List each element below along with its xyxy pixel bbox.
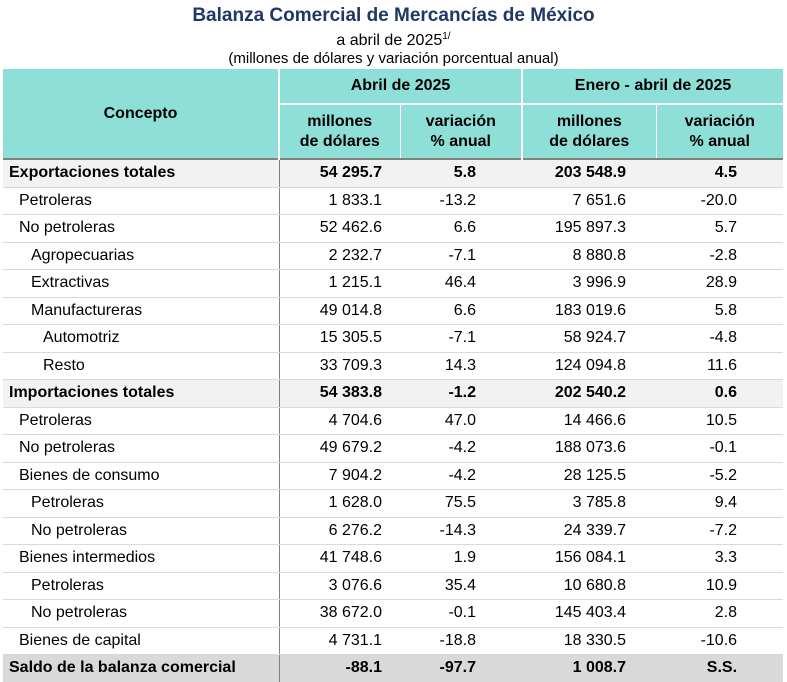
subheader-millones-l1: millones [556, 112, 622, 130]
row-millones-jan-apr: 188 073.6 [522, 435, 656, 463]
row-variacion-jan-apr: 10.5 [656, 407, 783, 435]
table-body [3, 159, 783, 682]
row-variacion-april: -14.3 [400, 517, 522, 545]
row-concept: Resto [3, 352, 279, 380]
subheader-variacion-l2: % anual [430, 132, 491, 150]
row-millones-april: 49 679.2 [279, 435, 400, 463]
row-millones-jan-apr: 58 924.7 [522, 325, 656, 353]
row-concept: Manufactureras [3, 297, 279, 325]
subheader-millones [522, 104, 656, 159]
table-row [3, 187, 783, 215]
row-variacion-april: -4.2 [400, 435, 522, 463]
row-variacion-jan-apr: -20.0 [656, 187, 783, 215]
row-variacion-jan-apr: 2.8 [656, 600, 783, 628]
row-millones-april: 54 295.7 [279, 159, 400, 187]
row-variacion-jan-apr: 10.9 [656, 572, 783, 600]
row-millones-jan-apr: 3 785.8 [522, 490, 656, 518]
row-millones-april: 1 215.1 [279, 270, 400, 298]
table-row [3, 490, 783, 518]
row-variacion-jan-apr: 0.6 [656, 380, 783, 408]
row-concept: Petroleras [3, 490, 279, 518]
subheader-variacion-l2: % anual [689, 132, 750, 150]
row-millones-april: 52 462.6 [279, 215, 400, 243]
table-row [3, 572, 783, 600]
row-millones-jan-apr: 10 680.8 [522, 572, 656, 600]
row-variacion-april: 6.6 [400, 215, 522, 243]
row-variacion-jan-apr: 5.8 [656, 297, 783, 325]
row-millones-april: 1 833.1 [279, 187, 400, 215]
row-millones-jan-apr: 183 019.6 [522, 297, 656, 325]
row-variacion-april: 46.4 [400, 270, 522, 298]
row-concept: Petroleras [3, 407, 279, 435]
table-row-total [3, 655, 783, 682]
row-millones-jan-apr: 28 125.5 [522, 462, 656, 490]
row-concept: No petroleras [3, 600, 279, 628]
table-row [3, 517, 783, 545]
row-millones-april: 33 709.3 [279, 352, 400, 380]
row-variacion-april: -1.2 [400, 380, 522, 408]
trade-balance-table [3, 69, 783, 682]
row-millones-jan-apr: 18 330.5 [522, 627, 656, 655]
row-millones-april: 15 305.5 [279, 325, 400, 353]
row-concept: Bienes intermedios [3, 545, 279, 573]
row-concept: No petroleras [3, 435, 279, 463]
row-variacion-jan-apr: S.S. [656, 655, 783, 682]
row-concept: No petroleras [3, 215, 279, 243]
subheader-variacion-l1: variación [425, 112, 496, 130]
row-variacion-jan-apr: -2.8 [656, 242, 783, 270]
row-millones-april: 6 276.2 [279, 517, 400, 545]
units-note: (millones de dólares y variación porcentual anual) [228, 50, 559, 67]
row-concept: Bienes de consumo [3, 462, 279, 490]
table-row [3, 435, 783, 463]
row-millones-april: 7 904.2 [279, 462, 400, 490]
subheader-variacion-l1: variación [684, 112, 755, 130]
row-millones-jan-apr: 7 651.6 [522, 187, 656, 215]
row-millones-april: 1 628.0 [279, 490, 400, 518]
concept-header: Concepto [3, 69, 279, 159]
row-variacion-jan-apr: -5.2 [656, 462, 783, 490]
row-variacion-april: 14.3 [400, 352, 522, 380]
table-row [3, 159, 783, 187]
report-title: Balanza Comercial de Mercancías de México [192, 5, 595, 26]
row-millones-jan-apr: 24 339.7 [522, 517, 656, 545]
row-variacion-jan-apr: 9.4 [656, 490, 783, 518]
table-row [3, 242, 783, 270]
table-row [3, 215, 783, 243]
row-millones-jan-apr: 8 880.8 [522, 242, 656, 270]
row-concept: Importaciones totales [3, 380, 279, 408]
table-row [3, 627, 783, 655]
row-variacion-april: -7.1 [400, 242, 522, 270]
row-concept: Agropecuarias [3, 242, 279, 270]
row-concept: Bienes de capital [3, 627, 279, 655]
row-concept: No petroleras [3, 517, 279, 545]
table-row [3, 600, 783, 628]
row-millones-april: -88.1 [279, 655, 400, 682]
row-millones-jan-apr: 1 008.7 [522, 655, 656, 682]
row-millones-jan-apr: 124 094.8 [522, 352, 656, 380]
row-variacion-april: -13.2 [400, 187, 522, 215]
row-variacion-jan-apr: -10.6 [656, 627, 783, 655]
row-variacion-jan-apr: -4.8 [656, 325, 783, 353]
row-variacion-april: 47.0 [400, 407, 522, 435]
row-concept: Automotriz [3, 325, 279, 353]
row-millones-april: 41 748.6 [279, 545, 400, 573]
row-variacion-april: -18.8 [400, 627, 522, 655]
footnote-marker: 1/ [442, 31, 451, 42]
row-variacion-jan-apr: -7.2 [656, 517, 783, 545]
group-header-april: Abril de 2025 [279, 69, 522, 104]
table-row [3, 297, 783, 325]
row-variacion-jan-apr: 28.9 [656, 270, 783, 298]
row-millones-jan-apr: 3 996.9 [522, 270, 656, 298]
table-row [3, 462, 783, 490]
subheader-millones-l1: millones [307, 112, 373, 130]
table-row [3, 407, 783, 435]
row-variacion-jan-apr: -0.1 [656, 435, 783, 463]
subheader-millones-l2: de dólares [299, 132, 380, 150]
row-millones-jan-apr: 203 548.9 [522, 159, 656, 187]
subheader-millones-l2: de dólares [549, 132, 630, 150]
row-millones-april: 54 383.8 [279, 380, 400, 408]
row-millones-april: 2 232.7 [279, 242, 400, 270]
table-row [3, 325, 783, 353]
row-variacion-april: 75.5 [400, 490, 522, 518]
row-millones-jan-apr: 195 897.3 [522, 215, 656, 243]
row-concept: Extractivas [3, 270, 279, 298]
row-variacion-april: 6.6 [400, 297, 522, 325]
row-millones-jan-apr: 14 466.6 [522, 407, 656, 435]
table-row [3, 545, 783, 573]
row-variacion-jan-apr: 4.5 [656, 159, 783, 187]
row-variacion-april: -4.2 [400, 462, 522, 490]
table-row [3, 352, 783, 380]
row-millones-jan-apr: 156 084.1 [522, 545, 656, 573]
row-concept: Petroleras [3, 187, 279, 215]
row-concept: Exportaciones totales [3, 159, 279, 187]
row-variacion-april: 5.8 [400, 159, 522, 187]
subtitle-text: a abril de 2025 [336, 32, 443, 49]
row-millones-april: 38 672.0 [279, 600, 400, 628]
row-variacion-april: -0.1 [400, 600, 522, 628]
row-millones-april: 49 014.8 [279, 297, 400, 325]
row-variacion-april: -7.1 [400, 325, 522, 353]
table-row [3, 270, 783, 298]
group-header-jan-apr: Enero - abril de 2025 [522, 69, 783, 104]
subheader-millones [279, 104, 400, 159]
row-variacion-april: 35.4 [400, 572, 522, 600]
row-variacion-april: 1.9 [400, 545, 522, 573]
table-row [3, 380, 783, 408]
row-variacion-jan-apr: 5.7 [656, 215, 783, 243]
report-subtitle [0, 27, 787, 50]
row-millones-april: 4 704.6 [279, 407, 400, 435]
row-millones-april: 3 076.6 [279, 572, 400, 600]
row-variacion-jan-apr: 11.6 [656, 352, 783, 380]
row-variacion-april: -97.7 [400, 655, 522, 682]
row-millones-april: 4 731.1 [279, 627, 400, 655]
row-variacion-jan-apr: 3.3 [656, 545, 783, 573]
row-concept: Petroleras [3, 572, 279, 600]
row-millones-jan-apr: 202 540.2 [522, 380, 656, 408]
row-concept: Saldo de la balanza comercial [3, 655, 279, 682]
row-millones-jan-apr: 145 403.4 [522, 600, 656, 628]
subheader-variacion [656, 104, 783, 159]
subheader-variacion [400, 104, 522, 159]
